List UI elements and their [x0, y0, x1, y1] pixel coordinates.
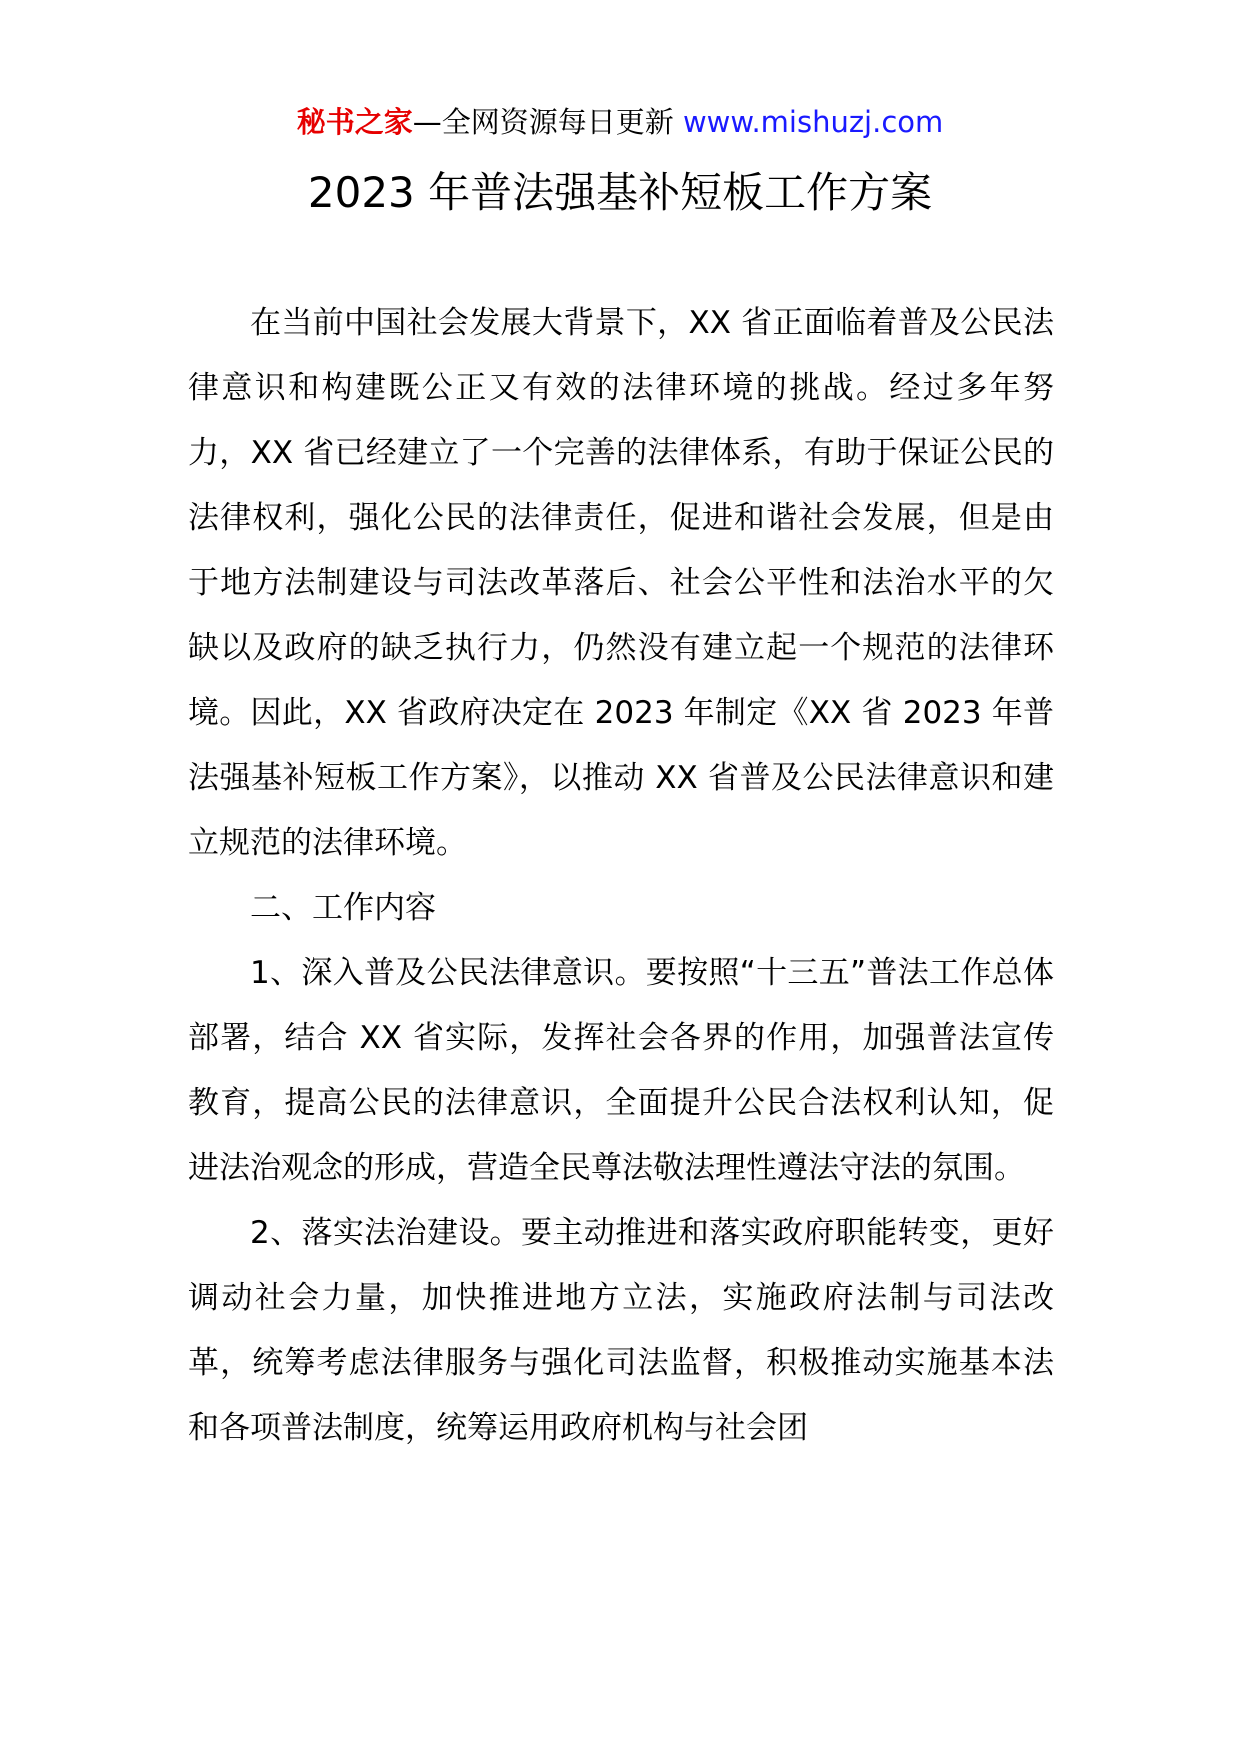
section-heading-work-content: 二、工作内容: [250, 890, 436, 926]
paragraph-item-2: 2、落实法治建设。要主动推进和落实政府职能转变，更好调动社会力量，加快推进地方立法，实施政府法制与司法改革，统筹考虑法律服务与强化司法监督，积极推动实施基本法和各项普法制度，统筹运用政府机构与社会团: [188, 1215, 1054, 1446]
site-brand: 秘书之家: [296, 105, 413, 139]
site-url-link[interactable]: www.mishuzj.com: [682, 105, 944, 139]
document-body: [188, 291, 1054, 1461]
paragraph-intro: 在当前中国社会发展大背景下，XX 省正面临着普及公民法律意识和构建既公正又有效的法律环境的挑战。经过多年努力，XX 省已经建立了一个完善的法律体系，有助于保证公民的法律权利，强化公民的法律责任，促进和谐社会发展，但是由于地方法制建设与司法改革落后、社会公平性和法治水平的欠缺以及政府的缺乏执行力，仍然没有建立起一个规范的法律环境。因此，XX 省政府决定在 2023 年制定《XX 省 2023 年普法强基补短板工作方案》，以推动 XX 省普及公民法律意识和建立规范的法律环境。: [188, 305, 1054, 861]
site-header: [0, 102, 1240, 142]
document-title: 2023 年普法强基补短板工作方案: [307, 168, 933, 217]
site-tagline: —全网资源每日更新: [412, 105, 674, 139]
paragraph-item-1: 1、深入普及公民法律意识。要按照“十三五”普法工作总体部署，结合 XX 省实际，发挥社会各界的作用，加强普法宣传教育，提高公民的法律意识，全面提升公民合法权利认知，促进法治观念的形成，营造全民尊法敬法理性遵法守法的氛围。: [188, 955, 1054, 1186]
